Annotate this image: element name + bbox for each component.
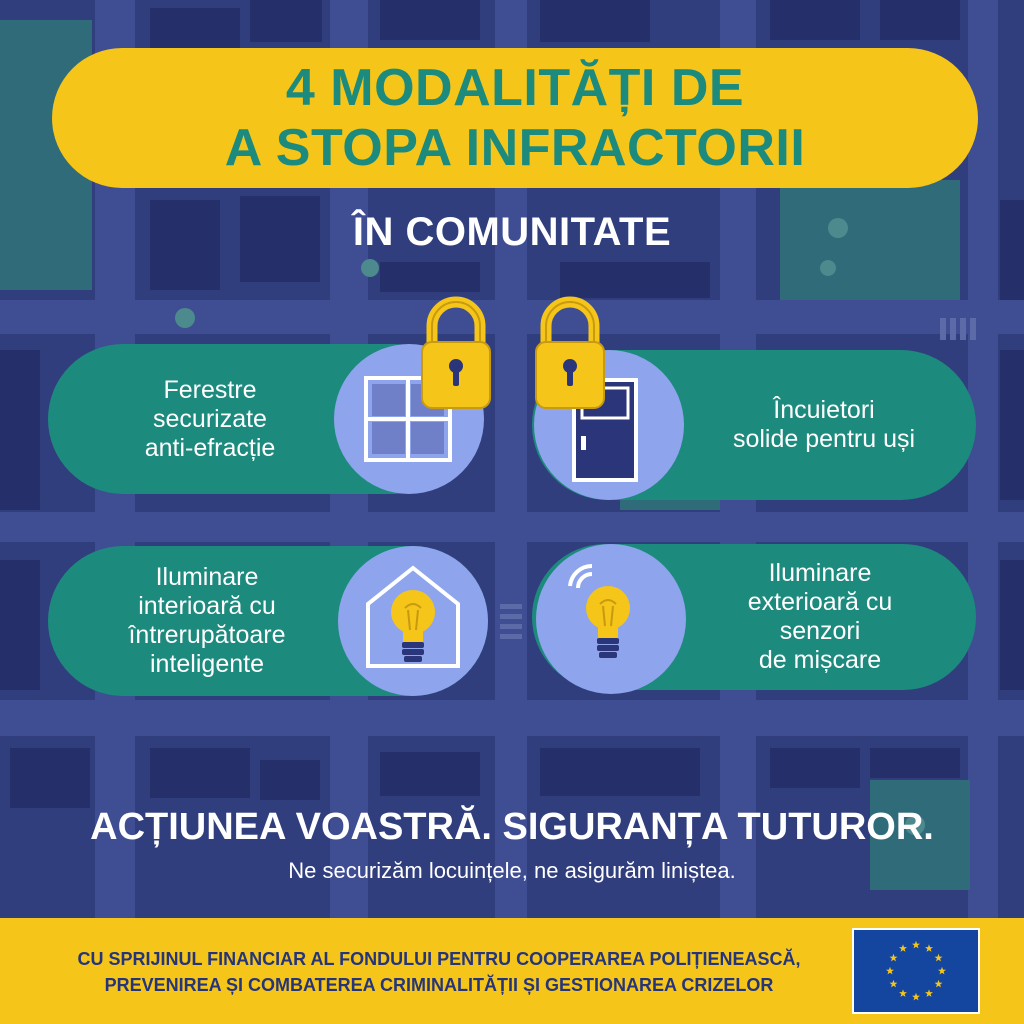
eu-star [886, 967, 894, 975]
measure-label-outdoor-lighting [700, 544, 940, 690]
motion-sensor-lightbulb-icon-circle [536, 544, 686, 694]
padlock-icon-left [418, 292, 494, 414]
eu-star [925, 944, 933, 952]
measure-label-door-locks [690, 350, 958, 500]
eu-star [899, 989, 907, 997]
eu-star [889, 954, 897, 962]
eu-star [938, 967, 946, 975]
measure-label-windows [100, 344, 320, 494]
eu-star [925, 989, 933, 997]
measure-line: senzori [779, 617, 861, 645]
funding-line-2: PREVENIREA ȘI COMBATEREA CRIMINALITĂȚII ȘI GESTIONAREA CRIZELOR [104, 975, 774, 995]
house-lightbulb-icon-circle [338, 546, 488, 696]
measure-line: anti-efracție [144, 433, 276, 462]
measure-line: solide pentru uși [732, 425, 916, 453]
title-banner [52, 48, 978, 188]
measure-line: Ferestre [163, 375, 257, 404]
eu-star [935, 954, 943, 962]
funding-notice [24, 946, 854, 998]
tagline: ACȚIUNEA VOASTRĂ. SIGURANȚA TUTUROR. [90, 806, 934, 848]
motion-sensor-lightbulb-icon [536, 544, 686, 694]
measure-line: Iluminare [155, 563, 259, 591]
padlock-icon-right [532, 292, 608, 414]
eu-star [912, 941, 920, 949]
eu-star [912, 993, 920, 1001]
measure-line: de mișcare [758, 646, 882, 674]
eu-star [889, 980, 897, 988]
subtagline: Ne securizăm locuințele, ne asigurăm liniștea. [288, 858, 736, 883]
eu-star [935, 980, 943, 988]
measure-line: întrerupătoare [128, 621, 286, 649]
subtitle: ÎN COMUNITATE [352, 210, 672, 254]
measure-line: interioară cu [138, 592, 276, 620]
measure-label-indoor-lighting [82, 546, 332, 696]
eu-star [899, 944, 907, 952]
measure-line: exterioară cu [747, 588, 893, 616]
measure-line: securizate [153, 404, 267, 433]
title-line-2: A STOPA INFRACTORII [224, 119, 806, 177]
measure-line: inteligente [150, 650, 264, 678]
funding-line-1: CU SPRIJINUL FINANCIAR AL FONDULUI PENTRU COOPERAREA POLIȚIENEASCĂ, [77, 949, 801, 969]
house-lightbulb-icon [338, 546, 488, 696]
title-line-1: 4 MODALITĂȚI DE [285, 59, 745, 117]
measure-line: Încuietori [773, 396, 875, 424]
eu-flag-icon [852, 928, 980, 1014]
measure-line: Iluminare [768, 559, 872, 587]
